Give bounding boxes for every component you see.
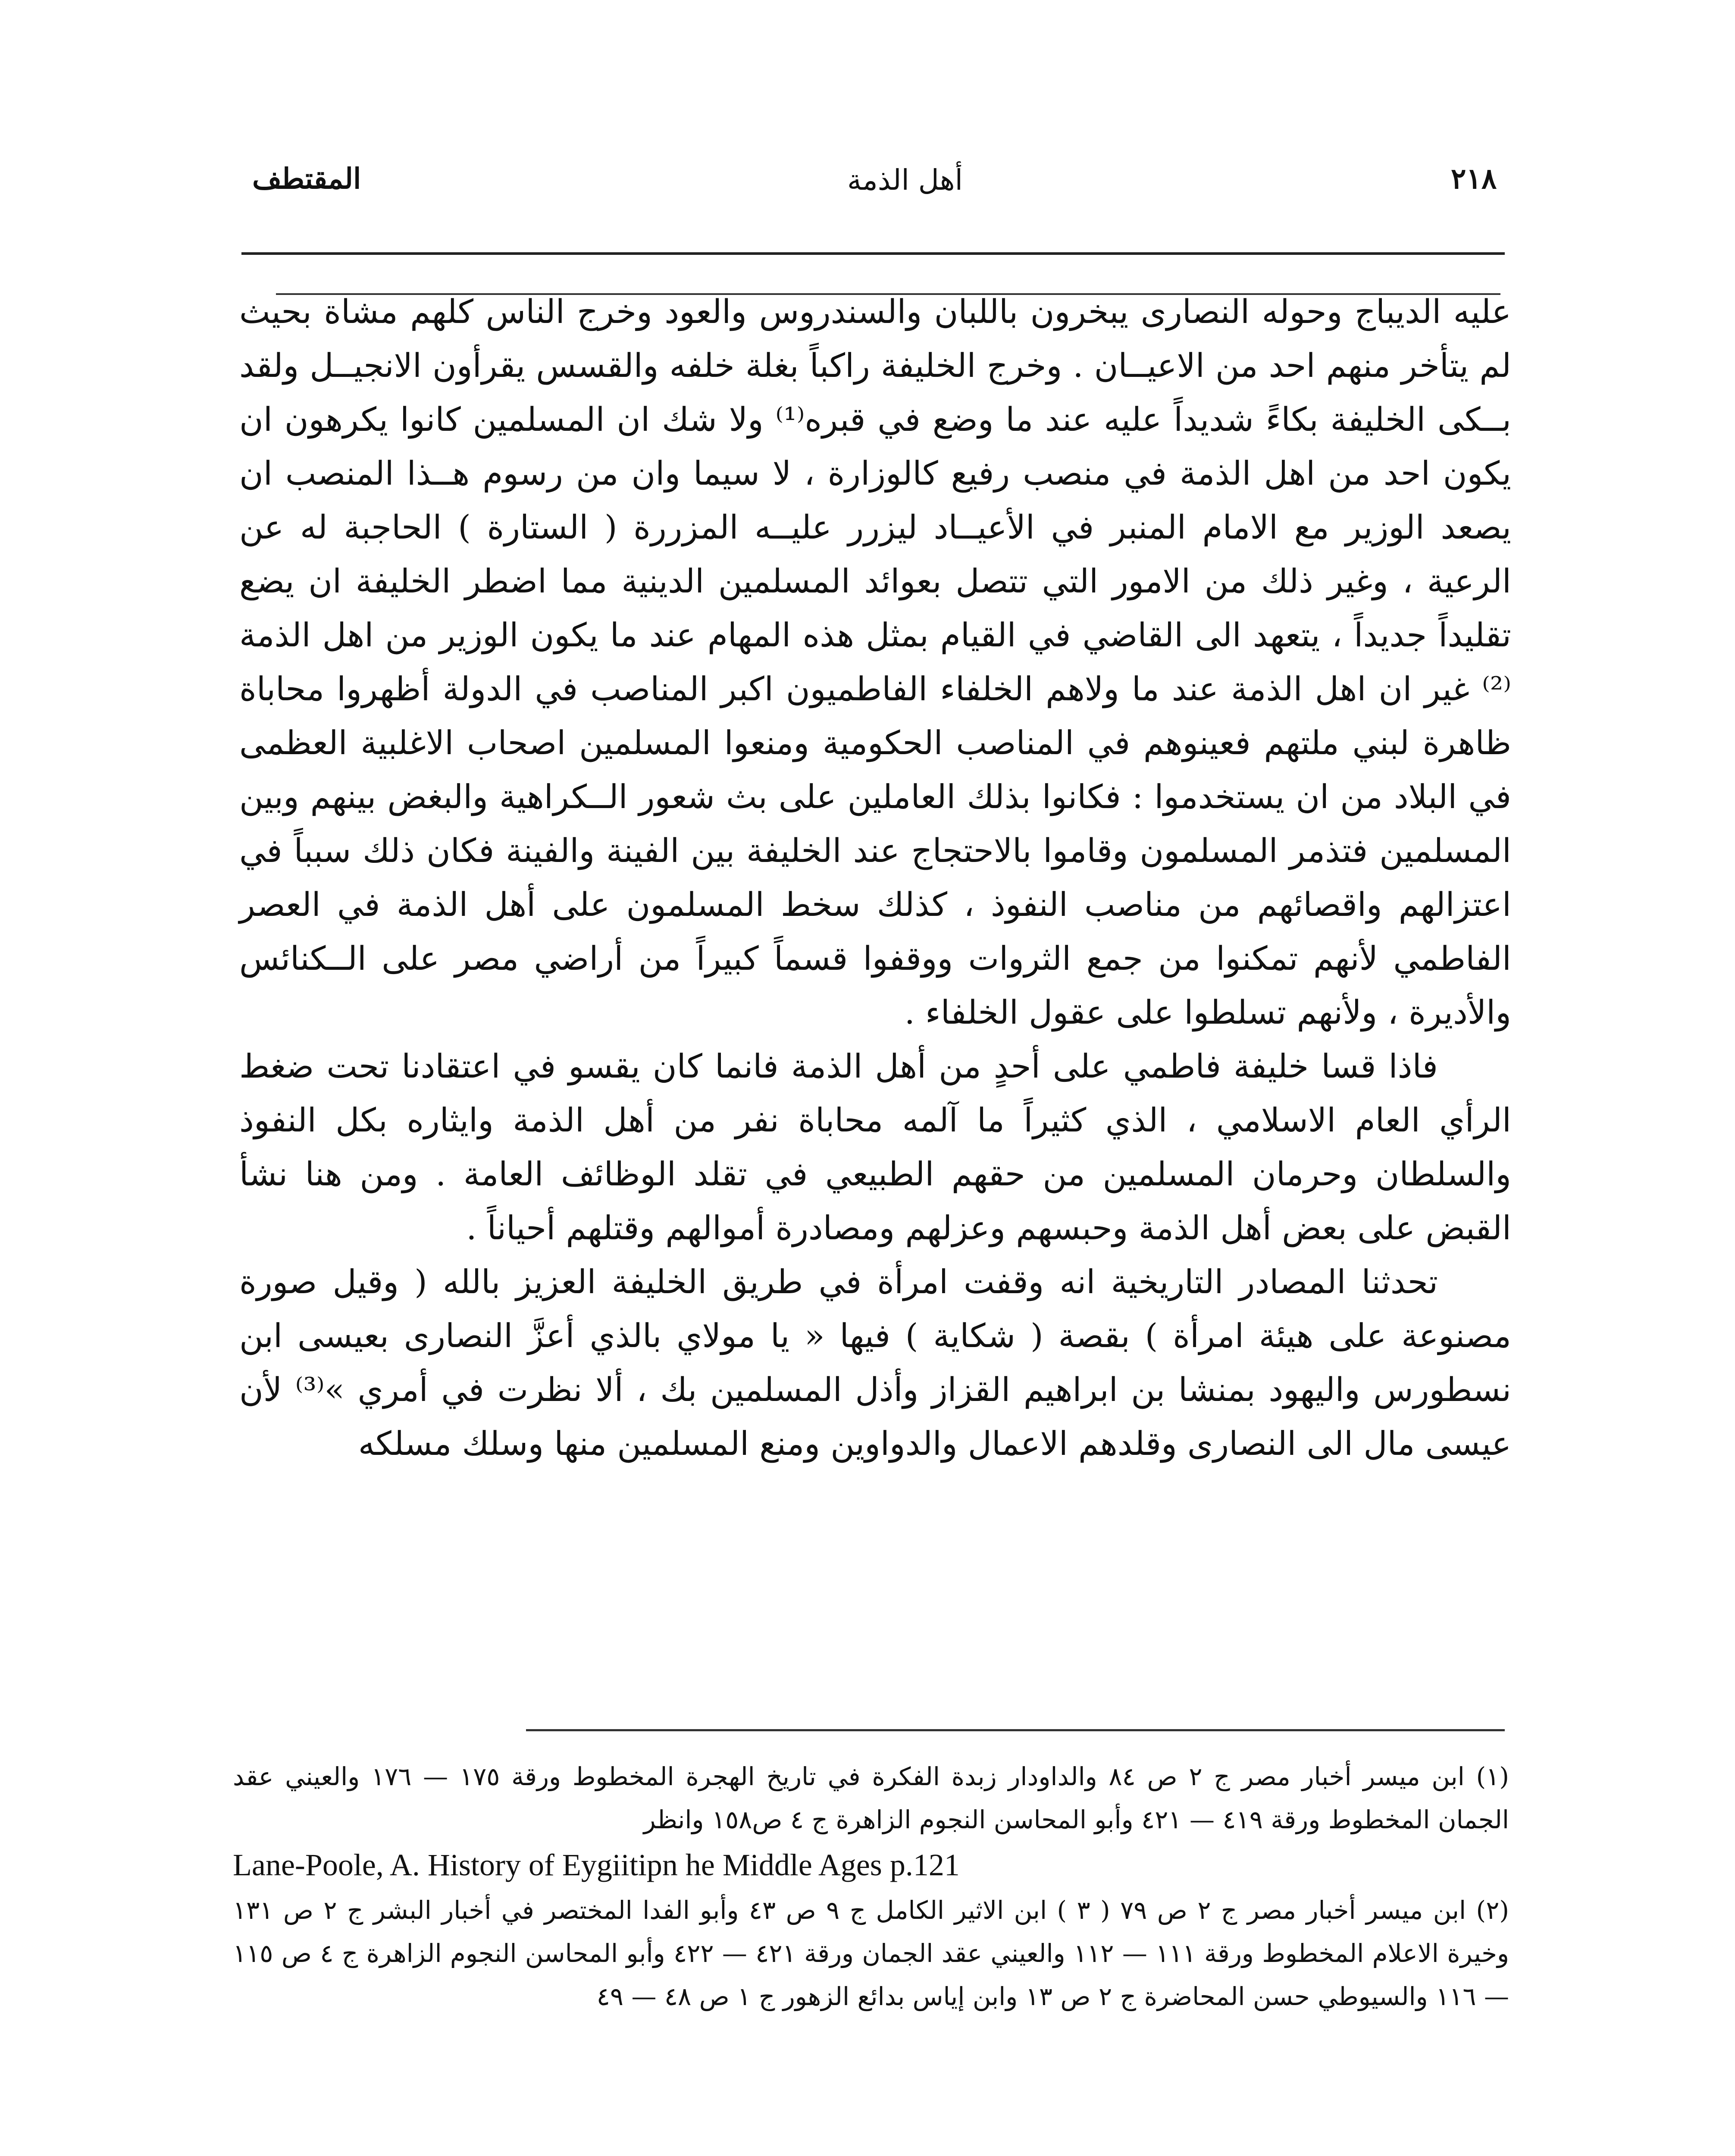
body-text	[239, 285, 1511, 1470]
paragraph-1: عليه الديباج وحوله النصارى يبخرون باللبان والسندروس والعود وخرج الناس كلهم مشاة بحيث لم يتأخر منهم احد من الاعيــان . وخرج الخليفة راكباً بغلة خلفه والقسس يقرأون الانجيــل ولقد بــكى الخليفة بكاءً شديداً عليه عند ما وضع في قبره⁽¹⁾ ولا شك ان المسلمين كانوا يكرهون ان يكون احد من اهل الذمة في منصب رفيع كالوزارة ، لا سيما وان من رسوم هــذا المنصب ان يصعد الوزير مع الامام المنبر في الأعيــاد ليزرر عليــه المزررة ( الستارة ) الحاجبة له عن الرعية ، وغير ذلك من الامور التي تتصل بعوائد المسلمين الدينية مما اضطر الخليفة ان يضع تقليداً جديداً ، يتعهد الى القاضي في القيام بمثل هذه المهام عند ما يكون الوزير من اهل الذمة ⁽²⁾ غير ان اهل الذمة عند ما ولاهم الخلفاء الفاطميون اكبر المناصب في الدولة أظهروا محاباة ظاهرة لبني ملتهم فعينوهم في المناصب الحكومية ومنعوا المسلمين اصحاب الاغلبية العظمى في البلاد من ان يستخدموا : فكانوا بذلك العاملين على بث شعور الــكراهية والبغض بينهم وبين المسلمين فتذمر المسلمون وقاموا بالاحتجاج عند الخليفة بين الفينة والفينة فكان ذلك سبباً في اعتزالهم واقصائهم من مناصب النفوذ ، كذلك سخط المسلمون على أهل الذمة في العصر الفاطمي لأنهم تمكنوا من جمع الثروات ووقفوا قسماً كبيراً من أراضي مصر على الــكنائس والأديرة ، ولأنهم تسلطوا على عقول الخلفاء .	[239, 292, 1511, 1031]
running-title: أهل الذمة	[847, 163, 963, 197]
header-rule	[241, 252, 1505, 255]
footnote-1: (١) ابن ميسر أخبار مصر ج ٢ ص ٨٤ والداودار زبدة الفكرة في تاريخ الهجرة المخطوط ورقة ١٧٥ — ١٧٦ والعيني عقد الجمان المخطوط ورقة ٤١٩ — ٤٢١ وأبو المحاسن النجوم الزاهرة ج ٤ ص١٥٨ وانظر	[233, 1762, 1509, 1834]
paragraph-3: تحدثنا المصادر التاريخية انه وقفت امرأة في طريق الخليفة العزيز بالله ( وقيل صورة مصنوعة على هيئة امرأة ) بقصة ( شكاية ) فيها « يا مولاي بالذي أعزَّ النصارى بعيسى ابن نسطورس واليهود بمنشا بن ابراهيم القزاز وأذل المسلمين بك ، ألا نظرت في أمري »⁽³⁾ لأن عيسى مال الى النصارى وقلدهم الاعمال والدواوين ومنع المسلمين منها وسلك مسلكه	[239, 1263, 1511, 1463]
footnote-rule	[526, 1729, 1505, 1731]
journal-name: المقتطف	[252, 162, 361, 195]
paragraph-2: فاذا قسا خليفة فاطمي على أحدٍ من أهل الذمة فانما كان يقسو في اعتقادنا تحت ضغط الرأي العام الاسلامي ، الذي كثيراً ما آلمه محاباة نفر من أهل الذمة وايثاره بكل النفوذ والسلطان وحرمان المسلمين من حقهم الطبيعي في تقلد الوظائف العامة . ومن هنا نشأ القبض على بعض أهل الذمة وحبسهم وعزلهم ومصادرة أموالهم وقتلهم أحياناً .	[239, 1047, 1511, 1247]
footnote-1-latin: Lane-Poole, A. History of Eygiitipn he Middle Ages p.121	[233, 1848, 960, 1882]
page-header	[252, 162, 1497, 218]
footnotes	[233, 1755, 1509, 2018]
page-number: ٢١٨	[1451, 162, 1497, 195]
footnote-2-3: (٢) ابن ميسر أخبار مصر ج ٢ ص ٧٩ ( ٣ ) ابن الاثير الكامل ج ٩ ص ٤٣ وأبو الفدا المختصر في أخبار البشر ج ٢ ص ١٣١ وخيرة الاعلام المخطوط ورقة ١١١ — ١١٢ والعيني عقد الجمان ورقة ٤٢١ — ٤٢٢ وأبو المحاسن النجوم الزاهرة ج ٤ ص ١١٥ — ١١٦ والسيوطي حسن المحاضرة ج ٢ ص ١٣ وابن إياس بدائع الزهور ج ١ ص ٤٨ — ٤٩	[233, 1896, 1510, 2011]
